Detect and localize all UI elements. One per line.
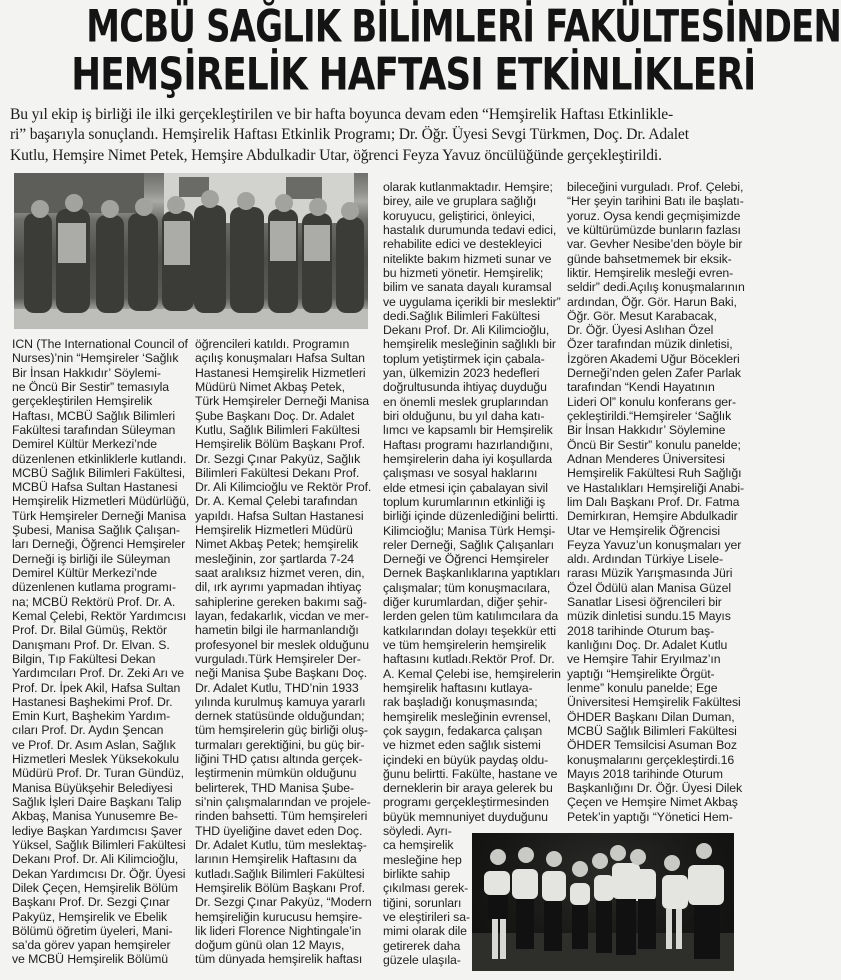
- article-text-line: layan, fedakarlık, vicdan ve mer-: [195, 608, 369, 623]
- article-text-line: getirerek daha: [383, 938, 461, 953]
- article-text-line: rehabilite edici ve destekleyici: [383, 237, 542, 252]
- article-text-line: koruyucu, geliştirici, önleyici,: [383, 208, 535, 223]
- lead-paragraph: [10, 105, 740, 166]
- article-text-line: hemşirelerin daha iyi koşullarda: [383, 451, 553, 466]
- article-text-line: ve Hastalıkları Hemşireliği Anabi-: [567, 480, 745, 495]
- article-text-line: Nurses)’nin “Hemşireler ‘Sağlık: [12, 351, 179, 366]
- article-text-line: olarak kutlanmaktadır. Hemşire;: [383, 180, 553, 194]
- article-text-line: Kilimcioğlu; Manisa Türk Hemşi-: [383, 523, 556, 538]
- article-text-line: Dr. A. Kemal Çelebi tarafından: [195, 494, 358, 509]
- article-text-line: hemşireliğin kurucusu hemşire-: [195, 909, 363, 924]
- article-text-line: ÖHDER Temsilcisi Asuman Boz: [567, 738, 737, 753]
- article-text-line: Dilek Çeçen, Hemşirelik Bölüm: [12, 880, 178, 895]
- article-text-line: Hastanesi Hemşirelik Hizmetleri: [195, 365, 366, 380]
- article-text-line: programı gerçekleştirmesinden: [383, 795, 549, 810]
- article-text-line: Sağlık İşleri Daire Başkanı Talip: [12, 795, 182, 809]
- article-text-line: Kemal Çelebi, Rektör Yardımcısı: [12, 608, 187, 623]
- article-text-line: MCBÜ Sağlık Bilimleri Fakültesi: [567, 723, 737, 738]
- article-text-line: Şube Başkanı Doç. Dr. Adalet: [195, 408, 355, 423]
- article-text-line: seldir” dedi.Açılış konuşmalarının: [567, 280, 745, 295]
- article-text-line: ve eleştirileri sa-: [383, 909, 470, 924]
- article-text-line: hastalık durumunda tedavi edici,: [383, 222, 557, 237]
- group-photo-bottom: [472, 833, 734, 971]
- article-text-line: Müdürü Nimet Akbaş Petek,: [195, 379, 345, 394]
- article-text-line: dedi.Sağlık Bilimleri Fakültesi: [383, 308, 540, 323]
- article-text-line: derneklerin bir araya gelerek bu: [383, 781, 553, 796]
- article-text-line: güzele ulaşıla-: [383, 952, 461, 967]
- article-text-line: dil, ırk ayrımı yapmadan ihtiyaç: [195, 580, 362, 595]
- article-text-line: çıkılması gerek-: [383, 881, 469, 896]
- article-text-line: Başkanı Prof. Dr. Sezgi Çınar: [12, 895, 170, 910]
- article-text-line: Türk Hemşireler Derneği Manisa: [12, 508, 186, 523]
- article-text-line: söyledi. Ayrı-: [383, 824, 452, 839]
- article-text-line: toplum yetiştirmek için çabala-: [383, 351, 545, 366]
- article-text-line: si’nin çalışmalarından ve projele-: [195, 795, 371, 809]
- article-text-line: rak başladığı konuşmasında;: [383, 695, 538, 710]
- article-text-line: kutladı.Sağlık Bilimleri Fakültesi: [195, 866, 365, 881]
- article-text-line: reler Derneği, Sağlık Çalışanları: [383, 537, 554, 552]
- article-text-line: Akbaş, Manisa Yunusemre Be-: [12, 809, 178, 824]
- article-text-line: ve Hemşire Tahir Eryılmaz’ın: [567, 652, 721, 667]
- article-text-line: Demirel Kültür Merkezi’nde: [12, 566, 158, 580]
- article-text-line: lim Dalı Başkanı Prof. Dr. Fatma: [567, 494, 740, 509]
- article-text-line: Dr. Sezgi Çınar Pakyüz, Sağlık: [195, 451, 361, 466]
- article-text-line: elde etmesi için çabalayan sivil: [383, 480, 548, 495]
- article-text-line: öğrencileri katıldı. Programın: [195, 337, 350, 351]
- article-text-line: Öncü Bir Sestir” konulu panelde;: [567, 437, 741, 452]
- article-text-line: Dekanı Prof. Dr. Ali Kilimcioğlu,: [383, 323, 550, 338]
- article-text-line: lımcı ve kapsamlı bir Hemşirelik: [383, 423, 553, 438]
- article-text-line: ve tüm hemşirelerin hemşirelik: [383, 638, 547, 652]
- article-text-line: Dernek Başkanlıklarına yaptıkları: [383, 566, 561, 581]
- article-text-line: içindeki en büyük paydaş oldu-: [383, 752, 549, 767]
- article-text-line: Prof. Dr. İpek Akil, Hafsa Sultan: [12, 680, 181, 695]
- article-text-line: sahiplerine gereken bakımı sağ-: [195, 594, 367, 609]
- article-text-line: Prof. Dr. Bilal Gümüş, Rektör: [12, 623, 167, 638]
- article-text-line: Çeçen ve Hemşire Nimet Akbaş: [567, 795, 738, 810]
- article-text-line: Bir İnsan Hakkıdır’ Söylemine: [567, 423, 726, 438]
- article-text-line: belirterek, THD Manisa Şube-: [195, 780, 354, 795]
- article-text-line: bu hizmeti yönetir. Hemşirelik;: [383, 265, 544, 280]
- article-text-line: Derneği iş birliği ile Süleyman: [12, 551, 171, 566]
- article-text-line: 2018 tarihinde Oturum baş-: [567, 623, 715, 638]
- article-text-line: yapıldı. Hafsa Sultan Hastanesi: [195, 508, 364, 523]
- article-text-line: günde bahsetmemek bir eksik-: [567, 251, 732, 266]
- article-text-line: düzenlenen kutlama programı-: [12, 580, 176, 595]
- article-text-line: katkılarından dolayı teşekkür etti: [383, 623, 556, 638]
- article-text-line: çekleştirildi.“Hemşireler ‘Sağlık: [567, 409, 732, 423]
- article-text-line: bilim ve sanata dayalı kuramsal: [383, 280, 552, 295]
- article-text-line: Hizmetleri Meslek Yüksekokulu: [12, 752, 180, 767]
- article-text-line: hemşirelik mesleğinin evrensel,: [383, 709, 551, 724]
- article-text-line: Fakültesi tarafından Süleyman: [12, 422, 176, 437]
- article-text-line: büyük memnuniyet duyduğunu: [383, 809, 548, 824]
- article-text-line: Feyza Yavuz’un konuşmaları yer: [567, 537, 742, 552]
- article-text-line: yan, ülkemizin 2023 hedefleri: [383, 366, 540, 381]
- article-text-line: Hemşirelik Fakültesi Ruh Sağlığı: [567, 466, 742, 481]
- article-text-line: mesleğine hep: [383, 852, 462, 867]
- article-text-line: “Her şeyin tarihini Batı ile başlatı-: [567, 194, 744, 209]
- article-text-line: Utar ve Hemşirelik Öğrencisi: [567, 523, 720, 538]
- article-text-line: ICN (The International Council of: [12, 337, 188, 351]
- article-text-line: na; MCBÜ Rektörü Prof. Dr. A.: [12, 594, 176, 609]
- article-text-line: var. Gevher Nesibe’den böyle bir: [567, 237, 743, 252]
- headline-line-2: HEMŞİRELİK HAFTASI ETKİNLİKLERİ: [71, 48, 756, 101]
- headline-line-1: MCBÜ SAĞLIK BİLİMLERİ FAKÜLTESİNDEN: [86, 0, 841, 53]
- article-text-line: Öğr. Gör. Mesut Karabacak,: [567, 308, 717, 323]
- article-text-line: Demirel Kültür Merkezi’nde: [12, 437, 158, 452]
- article-text-line: Emin Kurt, Başhekim Yardım-: [12, 709, 171, 724]
- article-text-line: Kutlu, Sağlık Bilimleri Fakültesi: [195, 422, 360, 437]
- article-text-line: İzgören Akademi Uğur Böcekleri: [567, 351, 740, 366]
- article-text-line: Bilgin, Tıp Fakültesi Dekan: [12, 651, 156, 666]
- article-text-line: Şubesi, Manisa Sağlık Çalışan-: [12, 523, 180, 538]
- article-text-line: birliği içinde düzenlediğini belirtti.: [383, 509, 559, 524]
- article-column-2: [195, 337, 373, 967]
- article-text-line: Özel Ödülü alan Manisa Güzel: [567, 580, 731, 595]
- article-text-line: bileceğini vurguladı. Prof. Çelebi,: [567, 180, 744, 194]
- article-text-line: Bir İnsan Hakkıdır’ Söylemi-: [12, 365, 161, 380]
- article-text-line: neği Manisa Şube Başkanı Doç.: [195, 666, 368, 681]
- article-text-line: birlikte sahip: [383, 867, 450, 881]
- article-text-line: lenme” konulu panelde; Ege: [567, 680, 718, 695]
- article-text-line: MCBÜ Sağlık Bilimleri Fakültesi,: [12, 465, 186, 480]
- article-text-line: Başkanlığını Dr. Öğr. Üyesi Dilek: [567, 781, 743, 796]
- article-text-line: Üniversitesi Hemşirelik Fakültesi: [567, 695, 741, 710]
- article-text-line: Türk Hemşireler Derneği Manisa: [195, 394, 369, 409]
- article-text-line: sa’da görev yapan hemşireler: [12, 938, 171, 953]
- article-text-line: THD üyeliğine davet eden Doç.: [195, 823, 363, 838]
- article-text-line: vurguladı.Türk Hemşireler Der-: [195, 651, 361, 666]
- article-text-line: mesleğinin, zor şartlarda 7-24: [195, 551, 354, 566]
- article-text-line: Haftası, MCBÜ Sağlık Bilimleri: [12, 408, 176, 423]
- lead-line: Kutlu, Hemşire Nimet Petek, Hemşire Abdulkadir Utar, öğrenci Feyza Yavuz öncülüğünde gerçekleştirildi.: [10, 146, 662, 164]
- article-text-line: saat aralıksız hizmet veren, din,: [195, 566, 365, 580]
- article-text-line: yılında kurulmuş kamuya yararlı: [195, 694, 366, 709]
- article-text-line: diğer kurumlardan, diğer şehir-: [383, 595, 548, 610]
- article-text-line: çalışması ve sosyal haklarını: [383, 466, 538, 481]
- article-text-line: nitelikte bakım hizmeti sunar ve: [383, 251, 552, 266]
- article-text-line: Manisa Büyükşehir Belediyesi: [12, 780, 173, 795]
- article-text-line: Dr. Ali Kilimcioğlu ve Rektör Prof.: [195, 480, 372, 495]
- article-text-line: tüm dünyada hemşirelik haftası: [195, 952, 363, 967]
- article-column-4: [567, 180, 747, 824]
- article-text-line: turmaları gerektiğini, bu güç bir-: [195, 737, 365, 752]
- article-text-line: Petek’in yaptığı “Yönetici Hem-: [567, 809, 733, 824]
- article-text-line: hemşirelik haftasını kutlaya-: [383, 680, 533, 695]
- article-text-line: biri olduğunu, bu yıl daha katı-: [383, 409, 545, 423]
- article-text-line: Özer tarafından müzik dinletisi,: [567, 337, 733, 352]
- article-text-line: profesyonel bir meslek olduğunu: [195, 637, 369, 652]
- article-text-line: mimi olarak dile: [383, 924, 467, 939]
- article-text-line: hemşirelik mesleğinin sağlıklı bir: [383, 337, 556, 352]
- article-text-line: konuşmalarını gerçekleştirdi.16: [567, 752, 735, 767]
- article-text-line: ve uygulama içerikli bir meslektir”: [383, 294, 561, 309]
- article-text-line: ÖHDER Başkanı Dilan Duman,: [567, 709, 735, 724]
- article-text-line: ne Öncü Bir Sestir” temasıyla: [12, 379, 170, 394]
- article-text-line: Hemşirelik Bölüm Başkanı Prof.: [195, 880, 365, 895]
- article-text-line: Dekanı Prof. Dr. Ali Kilimcioğlu,: [12, 852, 179, 867]
- article-text-line: düzenlenen etkinliklerle kutlandı.: [12, 451, 187, 466]
- article-text-line: tiğini, sorunları: [383, 895, 462, 910]
- article-text-line: liktir. Hemşirelik mesleği evren-: [567, 265, 734, 280]
- article-text-line: Demirkıran, Hemşire Abdulkadir: [567, 509, 738, 524]
- article-text-line: rinden bahsetti. Tüm hemşireleri: [195, 809, 368, 824]
- article-text-line: tüm hemşirelerin güç birliği oluş-: [195, 723, 368, 738]
- article-text-line: kanlığını Doç. Dr. Adalet Kutlu: [567, 638, 728, 652]
- article-text-line: Pakyüz, Hemşirelik ve Ebelik: [12, 909, 168, 924]
- article-text-line: Dr. Sezgi Çınar Pakyüz, “Modern: [195, 895, 372, 910]
- article-text-line: cıları Prof. Dr. Aydın Şencan: [12, 723, 164, 738]
- article-text-line: dernek statüsünde olduğundan;: [195, 709, 365, 724]
- article-text-line: çalışmalar; tüm konuşmacılara,: [383, 580, 551, 595]
- article-text-line: Derneği’nden gelen Zafer Parlak: [567, 366, 741, 381]
- article-text-line: çok saygın, fedakarca çalışan: [383, 723, 543, 738]
- article-text-line: Nimet Akbaş Petek; hemşirelik: [195, 537, 359, 552]
- article-text-line: larının Hemşirelik Haftasını da: [195, 852, 357, 867]
- article-text-line: Hemşirelik Bölüm Başkanı Prof.: [195, 437, 365, 452]
- article-text-line: Haftası programı hazırlandığını,: [383, 437, 553, 452]
- article-text-line: Lideri Ol” konulu konferans ger-: [567, 394, 737, 409]
- article-text-line: Yardımcıları Prof. Dr. Zeki Arı ve: [12, 666, 184, 681]
- article-text-line: müzik dinletisi sundu.15 Mayıs: [567, 609, 731, 624]
- article-text-line: aldı. Ardından Türkiye Lisele-: [567, 552, 724, 567]
- lead-line: Bu yıl ekip iş birliği ile ilki gerçekleştirilen ve bir hafta boyunca devam eden “Hemşirelik Haftası Etkinlikle-: [10, 106, 674, 123]
- article-text-line: birey, aile ve gruplara sağlığı: [383, 194, 537, 209]
- article-text-line: ve MCBÜ Hemşirelik Bölümü: [12, 952, 169, 967]
- article-text-line: tarafından “Kendi Hayatının: [567, 380, 715, 395]
- article-text-line: ğunu belirtti. Fakülte, hastane ve: [383, 766, 558, 781]
- article-text-line: Bölümü öğretim üyeleri, Mani-: [12, 923, 173, 938]
- article-text-line: en önemli meslek gruplarından: [383, 394, 549, 409]
- article-text-line: ve kültürümüzde bunların fazlası: [567, 222, 741, 237]
- article-text-line: hametin bilgi ile harmanlandığı: [195, 623, 359, 638]
- article-text-line: ve hizmet eden sağlık sistemi: [383, 738, 541, 753]
- article-text-line: doğrultusunda ihtiyaç duyduğu: [383, 380, 547, 395]
- article-text-line: Mayıs 2018 tarihinde Oturum: [567, 766, 723, 781]
- article-text-line: Dekan Yardımcısı Dr. Öğr. Üyesi: [12, 866, 186, 881]
- article-text-line: rarası Müzik Yarışmasında Jüri: [567, 566, 733, 581]
- article-text-line: ları Derneği, Öğrenci Hemşireler: [12, 537, 186, 552]
- article-text-line: Müdürü Prof. Dr. Turan Gündüz,: [12, 766, 184, 781]
- group-photo-people: [14, 173, 368, 329]
- article-text-line: Adnan Menderes Üniversitesi: [567, 451, 725, 466]
- lead-line: ri” başarıyla sonuçlandı. Hemşirelik Haftası Etkinlik Programı; Dr. Öğr. Üyesi Sevgi Türkmen, Doç. Dr. Adalet: [10, 126, 689, 144]
- group-photo-top: [14, 173, 368, 329]
- article-text-line: ve Prof. Dr. Asım Aslan, Sağlık: [12, 737, 176, 752]
- article-text-line: liğini THD çatısı altında gerçek-: [195, 752, 363, 767]
- article-text-line: Hemşirelik Hizmetleri Müdürlüğü,: [12, 494, 190, 509]
- students-photo-people: [472, 833, 734, 971]
- article-text-line: gerçekleştirilen Hemşirelik: [12, 394, 153, 409]
- article-text-line: haftasını kutladı.Rektör Prof. Dr.: [383, 652, 555, 667]
- article-text-line: ardından, Öğr. Gör. Harun Baki,: [567, 294, 737, 309]
- article-text-line: açılış konuşmaları Hafsa Sultan: [195, 351, 365, 366]
- article-text-line: leştirmenin mümkün olduğunu: [195, 766, 357, 781]
- article-column-1: [12, 337, 190, 967]
- article-text-line: yoruz. Oysa kendi geçmişimizde: [567, 208, 741, 223]
- article-text-line: Derneği ve Öğrenci Hemşireler: [383, 552, 549, 567]
- article-text-line: Hastanesi Başhekimi Prof. Dr.: [12, 694, 173, 709]
- article-text-line: Dr. Adalet Kutlu, THD’nin 1933: [195, 680, 359, 695]
- article-text-line: lik lideri Florence Nightingale’in: [195, 923, 362, 938]
- article-text-line: Bilimleri Fakültesi Dekanı Prof.: [195, 465, 360, 480]
- article-text-line: lediye Başkan Yardımcısı Şaver: [12, 823, 183, 838]
- article-text-line: A. Kemal Çelebi ise, hemşirelerin: [383, 666, 561, 681]
- article-text-line: Dr. Öğr. Üyesi Aslıhan Özel: [567, 323, 714, 338]
- article-text-line: Danışmanı Prof. Dr. Elvan. S.: [12, 637, 170, 652]
- article-text-line: lerden gelen tüm katılımcılara da: [383, 609, 559, 624]
- article-text-line: yaptığı “Hemşirelikte Örgüt-: [567, 666, 715, 681]
- article-text-line: toplum kurumlarının etkinliği iş: [383, 494, 546, 509]
- article-text-line: Dr. Adalet Kutlu, tüm meslektaş-: [195, 837, 367, 852]
- article-text-line: Yüksel, Sağlık Bilimleri Fakültesi: [12, 837, 186, 852]
- article-text-line: doğum günü olan 12 Mayıs,: [195, 938, 345, 953]
- article-text-line: MCBÜ Hafsa Sultan Hastanesi: [12, 480, 178, 495]
- article-text-line: Hemşirelik Hizmetleri Müdürü: [195, 523, 353, 538]
- article-text-line: Sanatlar Lisesi öğrencileri bir: [567, 595, 722, 610]
- article-text-line: ca hemşirelik: [383, 838, 454, 853]
